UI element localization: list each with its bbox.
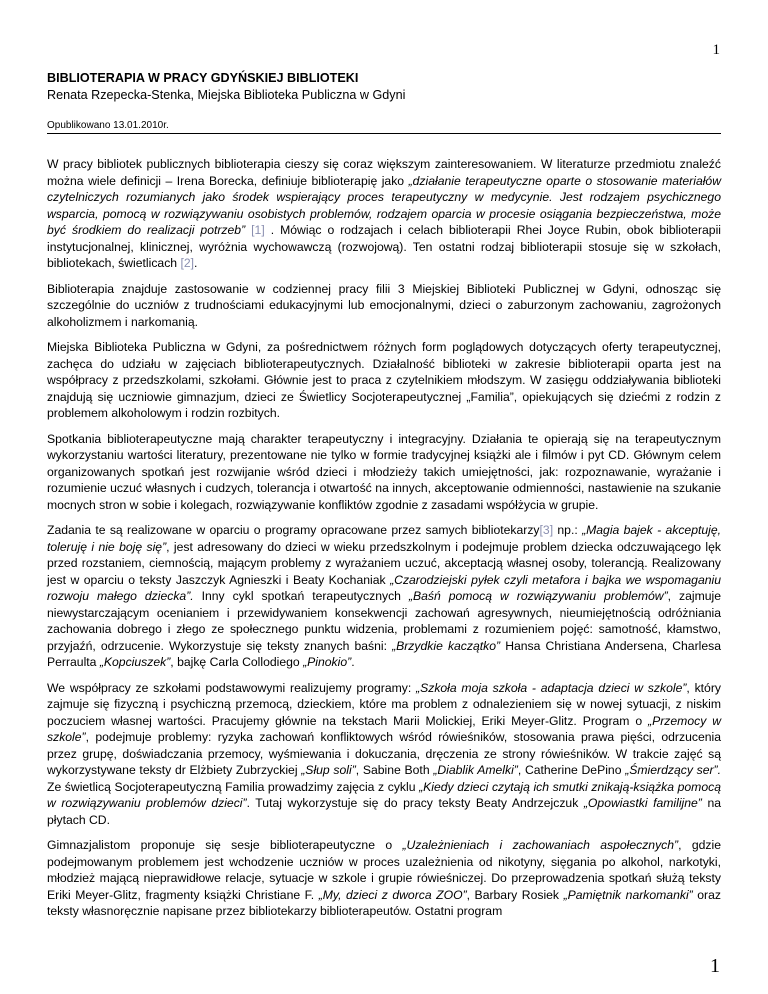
document-title: BIBLIOTERAPIA W PRACY GDYŃSKIEJ BIBLIOTEKI [47,71,359,85]
paragraph-2: Biblioterapia znajduje zastosowanie w codziennej pracy filii 3 Miejskiej Biblioteki Publicznej w Gdyni, odnosząc się szczególnie do uczniów z trudnościami edukacyjnymi lub emocjonalnymi, dzieci o zaburzonym zachowaniu, zagrożonych alkoholizmem i narkomanią. [47,281,721,329]
header-divider [47,133,721,134]
paragraph-1: W pracy bibliotek publicznych biblioterapia cieszy się coraz większym zainteresowaniem. W literaturze przedmiotu znaleźć można wiele definicji – Irena Borecka, definiuje biblioterapię jako „działanie terapeutyczne oparte o stosowanie materiałów czytelniczych rozumianych jako środek wspierający proces terapeutyczny w medycynie. Jest rodzajem psychicznego wsparcia, pomocą w rozwiązywaniu osobistych problemów, rodzajem oparcia w procesie osiągania bezpieczeństwa, może być środkiem do realizacji potrzeb” [1] . Mówiąc o rodzajach i celach biblioterapii Rhei Joyce Rubin, obok biblioterapii instytucjonalnej, klinicznej, wyróżnia wychowawczą (rozwojową). Ten ostatni rodzaj biblioterapii stosuje się w szkołach, bibliotekach, świetlicach [2]. [47,157,722,270]
paragraph-4: Spotkania biblioterapeutyczne mają charakter terapeutyczny i integracyjny. Działania te opierają się na terapeutycznym wykorzystaniu wartości literatury, prezentowane nie tylko w formie tradycyjnej książki ale i filmów i pyt CD. Głównym celem organizowanych spotkań jest rozwijanie wśród dzieci i młodzieży takich umiejętności, jak: rozpoznawanie, wyrażanie i rozumienie uczuć własnych i cudzych, tolerancja i otwartość na innych, akceptowanie odmienności, nastawienie na szukanie mocnych stron w sobie i kolegach, rozwiązywanie konfliktów zgodnie z zasadami współżycia w grupie. [47,431,721,512]
paragraph-5: Zadania te są realizowane w oparciu o programy opracowane przez samych bibliotekarzy[3] np.: „Magia bajek - akceptuję, toleruję i nie boję się”, jest adresowany do dzieci w wieku przedszkolnym i podejmuje problem dziecka odczuwającego lęk przed rozstaniem, ciemnością, mającym problemy z wyrażaniem uczuć, akceptacją własnej osoby, tolerancją. Realizowany jest w oparciu o teksty Jaszczyk Agnieszki i Beaty Kochaniak „Czarodziejski pyłek czyli metafora i bajka we wspomaganiu rozwoju małego dziecka”. Inny cykl spotkań terapeutycznych „Baśń pomocą w rozwiązywaniu problemów”, zajmuje niewystarczającym ocenianiem i przewidywaniem konsekwencji zachowań agresywnych, nieumiejętnością odróżniania zachowania dobrego i złego ze społecznego punktu widzenia, problemami z rozumieniem pojęć: samotność, kłamstwo, przyjaźń, odrzucenie. Wykorzystuje się teksty znanych baśni: „Brzydkie kaczątko” Hansa Christiana Andersena, Charlesa Perraulta „Kopciuszek”, bajkę Carla Collodiego „Pinokio”. [47,523,722,669]
document-author: Renata Rzepecka-Stenka, Miejska Biblioteka Publiczna w Gdyni [47,87,406,102]
paragraph-6: We współpracy ze szkołami podstawowymi realizujemy programy: „Szkoła moja szkoła - adaptacja dzieci w szkole”, który zajmuje się fizyczną i psychiczną przemocą, dzieckiem, które ma problem z odnalezieniem się w nowej sytuacji, z niskim poczuciem własnej wartości. Pracujemy głównie na tekstach Marii Molickiej, Eriki Meyer-Glitz. Program o „Przemocy w szkole”, podejmuje problemy: ryzyka zachowań konfliktowych wśród rówieśników, stosowania prawa pięści, odrzucenia przez grupę, doświadczania przemocy, wyśmiewania i dokuczania, dręczenia ze strony rówieśników. W trakcie zajęć są wykorzystywane teksty dr Elżbiety Zubrzyckiej „Słup soli”, Sabine Both „Diablik Amelki”, Catherine DePino „Śmierdzący ser”. Ze świetlicą Socjoterapeutyczną Familia prowadzimy zajęcia z cyklu „Kiedy dzieci czytają ich smutki znikają-książka pomocą w rozwiązywaniu problemów dzieci”. Tutaj wykorzystuje się do pracy teksty Beaty Andrzejczuk „Opowiastki familijne” na płytach CD. [47,680,721,827]
publication-date: Opublikowano 13.01.2010r. [47,120,169,131]
page-number-top: 1 [712,42,720,58]
document-body [47,70,721,929]
footnote-ref-1[interactable]: [1] [251,223,265,237]
paragraph-3: Miejska Biblioteka Publiczna w Gdyni, za pośrednictwem różnych form poglądowych dotyczących oferty terapeutycznej, zachęca do udziału w zajęciach biblioterapeutycznych. Działalność biblioteki w zakresie biblioterapii oparta jest na współpracy z przedszkolami, szkołami. Głównie jest to praca z czytelnikiem młodszym. W zasięgu oddziaływania biblioteki znajdują się uczniowie gimnazjum, dzieci ze Świetlicy Socjoterapeutycznej „Familia”, opiekujących się dziećmi z rodzin z problemem alkoholowym i rodzin rozbitych. [47,340,721,420]
footnote-ref-2[interactable]: [2] [180,256,195,270]
paragraph-7: Gimnazjalistom proponuje się sesje biblioterapeutyczne o „Uzależnieniach i zachowaniach aspołecznych”, gdzie podejmowanym problemem jest wchodzenie uczniów w proces uzależnienia od nikotyny, sięgania po alkohol, narkotyki, młodzież mającą nieprawidłowe relacje, sytuacje w szkole i grupie rówieśniczej. Do przeprowadzenia spotkań służą teksty Eriki Meyer-Glitz, fragmenty książki Christiane F. „My, dzieci z dworca ZOO”, Barbary Rosiek „Pamiętnik narkomanki” oraz teksty własnoręcznie napisane przez bibliotekarzy biblioterapeutów. Ostatni program [47,838,722,918]
footnote-ref-3[interactable]: [3] [539,523,554,537]
page-number-bottom: 1 [710,955,720,977]
